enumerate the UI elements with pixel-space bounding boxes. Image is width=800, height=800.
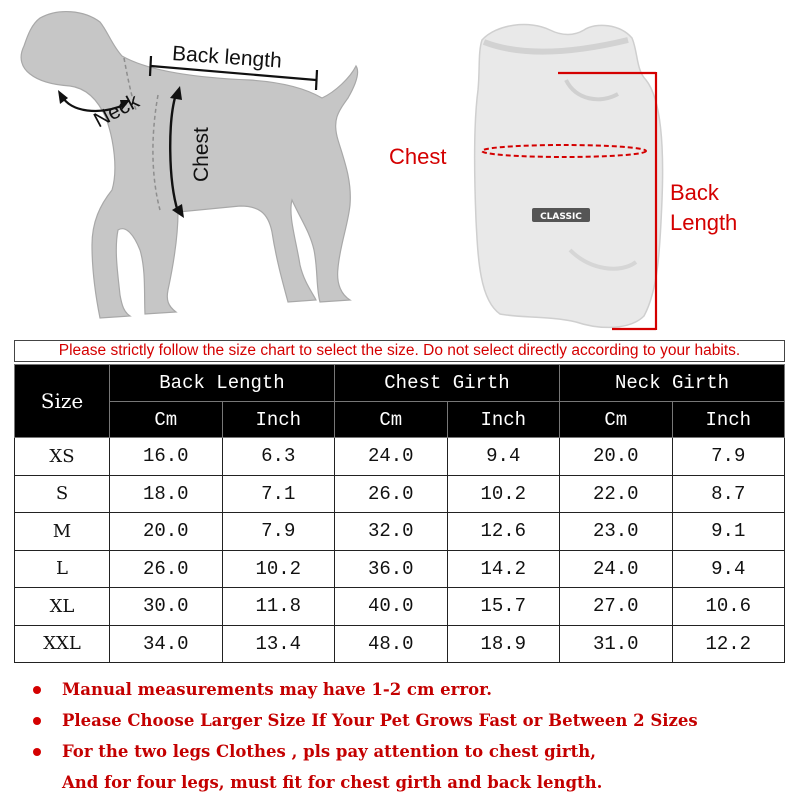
chest-label: Chest — [190, 127, 213, 182]
value-cell: 24.0 — [560, 550, 673, 588]
value-cell: 30.0 — [110, 588, 223, 626]
neck-girth-header: Neck Girth — [560, 365, 785, 402]
value-cell: 7.9 — [222, 513, 335, 551]
size-cell: XL — [15, 588, 110, 626]
unit-header: Cm — [335, 402, 448, 438]
value-cell: 15.7 — [447, 588, 560, 626]
value-cell: 48.0 — [335, 625, 448, 663]
measurement-diagram — [0, 0, 800, 338]
back-length-label: Back length — [171, 42, 283, 73]
value-cell: 32.0 — [335, 513, 448, 551]
value-cell: 13.4 — [222, 625, 335, 663]
size-cell: S — [15, 475, 110, 513]
value-cell: 8.7 — [672, 475, 785, 513]
size-header: Size — [15, 365, 110, 438]
coat-back-length-label — [670, 178, 737, 238]
value-cell: 27.0 — [560, 588, 673, 626]
size-chart-table — [14, 364, 785, 663]
size-cell: M — [15, 513, 110, 551]
value-cell: 12.6 — [447, 513, 560, 551]
value-cell: 34.0 — [110, 625, 223, 663]
value-cell: 11.8 — [222, 588, 335, 626]
coat-body — [475, 25, 663, 328]
table-row — [15, 625, 785, 663]
table-row — [15, 475, 785, 513]
value-cell: 10.2 — [447, 475, 560, 513]
value-cell: 16.0 — [110, 438, 223, 476]
value-cell: 26.0 — [110, 550, 223, 588]
value-cell: 18.9 — [447, 625, 560, 663]
value-cell: 18.0 — [110, 475, 223, 513]
warning-banner: Please strictly follow the size chart to select the size. Do not select directly according to your habits. — [14, 340, 785, 362]
notes-list — [30, 674, 790, 798]
chest-girth-header: Chest Girth — [335, 365, 560, 402]
bullet-dot — [33, 748, 41, 756]
note-text: For the two legs Clothes , pls pay attention to chest girth, — [62, 742, 596, 761]
coat-chest-label: Chest — [389, 144, 447, 169]
unit-header: Inch — [672, 402, 785, 438]
coat-illustration — [400, 0, 800, 338]
back-length-header: Back Length — [110, 365, 335, 402]
value-cell: 36.0 — [335, 550, 448, 588]
value-cell: 9.4 — [672, 550, 785, 588]
note-text: And for four legs, must fit for chest girth and back length. — [62, 773, 603, 792]
bullet-dot — [33, 686, 41, 694]
unit-header: Cm — [560, 402, 673, 438]
note-item-continuation — [30, 767, 790, 798]
note-item — [30, 674, 790, 705]
value-cell: 26.0 — [335, 475, 448, 513]
coat-back-label-line2: Length — [670, 210, 738, 235]
value-cell: 22.0 — [560, 475, 673, 513]
value-cell: 20.0 — [110, 513, 223, 551]
value-cell: 31.0 — [560, 625, 673, 663]
neck-label: Neck — [90, 89, 144, 133]
note-item — [30, 705, 790, 736]
value-cell: 7.1 — [222, 475, 335, 513]
coat-badge-text: CLASSIC — [540, 212, 582, 222]
value-cell: 10.6 — [672, 588, 785, 626]
table-row — [15, 550, 785, 588]
unit-header: Inch — [222, 402, 335, 438]
note-text: Please Choose Larger Size If Your Pet Grows Fast or Between 2 Sizes — [62, 711, 698, 730]
unit-header: Inch — [447, 402, 560, 438]
value-cell: 20.0 — [560, 438, 673, 476]
value-cell: 12.2 — [672, 625, 785, 663]
unit-header: Cm — [110, 402, 223, 438]
table-row — [15, 513, 785, 551]
back-length-tick-right — [316, 70, 317, 90]
value-cell: 40.0 — [335, 588, 448, 626]
size-table-body — [15, 438, 785, 663]
value-cell: 14.2 — [447, 550, 560, 588]
value-cell: 24.0 — [335, 438, 448, 476]
value-cell: 9.1 — [672, 513, 785, 551]
bullet-dot — [33, 717, 41, 725]
coat-back-label-line1: Back — [670, 180, 719, 205]
value-cell: 6.3 — [222, 438, 335, 476]
back-length-tick-left — [150, 56, 151, 76]
value-cell: 23.0 — [560, 513, 673, 551]
table-row — [15, 438, 785, 476]
value-cell: 9.4 — [447, 438, 560, 476]
size-cell: XS — [15, 438, 110, 476]
size-cell: L — [15, 550, 110, 588]
note-text: Manual measurements may have 1-2 cm error. — [62, 680, 492, 699]
value-cell: 10.2 — [222, 550, 335, 588]
table-row — [15, 588, 785, 626]
value-cell: 7.9 — [672, 438, 785, 476]
size-cell: XXL — [15, 625, 110, 663]
note-item — [30, 736, 790, 767]
